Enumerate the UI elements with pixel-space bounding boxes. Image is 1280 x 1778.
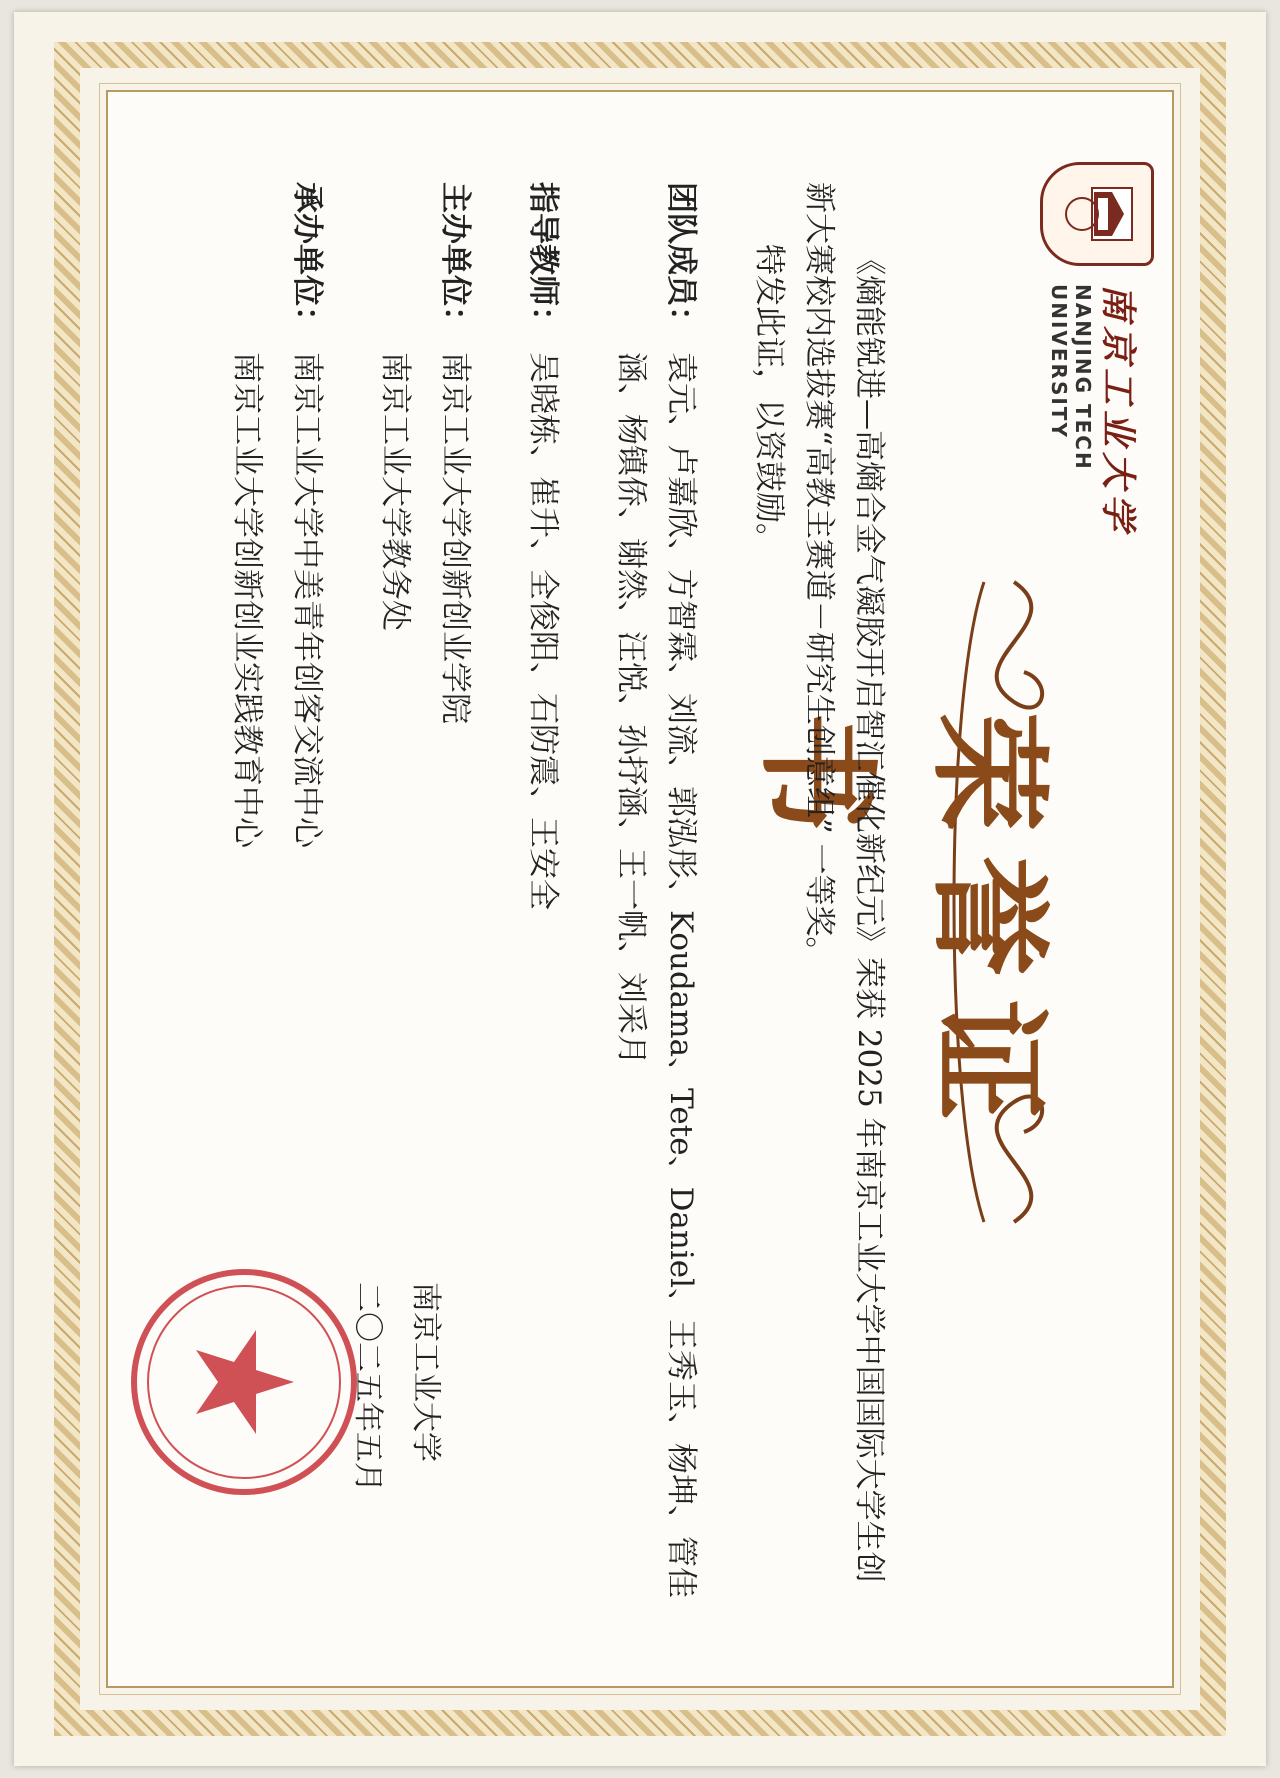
award-statement: 《熵能锐进—高熵合金气凝胶开启智汇催化新纪元》荣获 2025 年南京工业大学中国国际大学生创新大赛校内选拔赛“高教主赛道－研究生创意组” 一等奖。: [801, 182, 887, 1583]
issuer-name: 南京工业大学: [408, 1282, 443, 1462]
title-ornament: [746, 562, 1114, 1242]
university-logo-block: [1040, 162, 1154, 536]
university-crest-icon: [1040, 162, 1154, 266]
certificate-title: 荣誉证书: [746, 712, 1057, 1144]
certificate-content: [114, 122, 1194, 1682]
organizer-value-1: 南京工业大学创新创业学院: [437, 352, 473, 724]
host-value-1: 南京工业大学中美青年创客交流中心: [289, 352, 325, 848]
host-label-blank: [222, 182, 272, 352]
team-members-row: [606, 182, 706, 1602]
host-label: 承办单位：: [289, 182, 325, 337]
university-name-en-line1: NANJING TECH: [1071, 284, 1096, 471]
award-closing: 特发此证，以资鼓励。: [751, 244, 787, 554]
university-name-cn: 南京工业大学: [1097, 284, 1140, 537]
certificate-sheet: [14, 12, 1266, 1766]
team-members-label: 团队成员：: [663, 182, 699, 337]
advisors-value: 吴晓栋、崔升、全俊阳、石防震、王安全: [525, 352, 561, 910]
official-seal-icon: [124, 1262, 364, 1502]
issue-date: 二〇二五年五月: [350, 1282, 385, 1492]
advisors-row: [518, 182, 568, 1602]
advisors-label: 指导教师：: [525, 182, 561, 337]
host-value-2: 南京工业大学创新创业实践教育中心: [229, 352, 265, 848]
organizer-label-blank: [370, 182, 420, 352]
team-members-value: 袁元、卢嘉欣、方智霖、刘流、郭泓彤、Koudama、Tete、Daniel、王秀玉、杨坤、管佳涵、杨镇侨、谢然、汪悦、孙抒涵、王一帆、刘采月: [613, 352, 699, 1599]
university-name-en-line2: UNIVERSITY: [1047, 284, 1072, 439]
organizer-value-2: 南京工业大学教务处: [377, 352, 413, 631]
organizer-label: 主办单位：: [437, 182, 473, 337]
